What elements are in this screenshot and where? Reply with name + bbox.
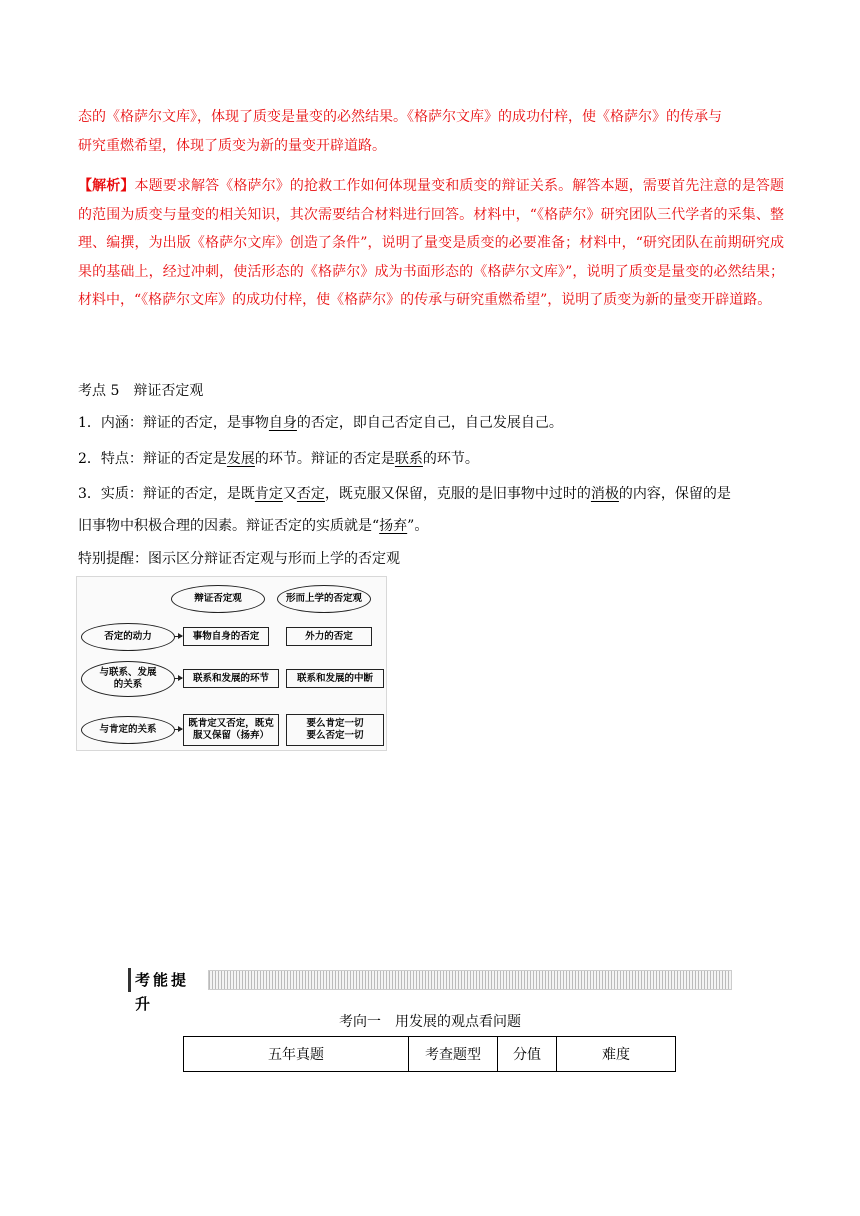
point-3-underline-1: 肯定 bbox=[254, 486, 283, 502]
diagram-row-1-arrow bbox=[174, 636, 182, 637]
diagram-row-1-right: 外力的否定 bbox=[286, 627, 372, 646]
diagram-row-3-arrow bbox=[174, 729, 182, 730]
diagram-row-3-right bbox=[286, 714, 384, 746]
point-3-line-1 bbox=[78, 484, 731, 504]
point-2-underline-2: 联系 bbox=[394, 451, 423, 467]
diagram-row-1-left: 事物自身的否定 bbox=[183, 627, 269, 646]
answer-line-1: 态的《格萨尔文库》，体现了质变是量变的必然结果。《格萨尔文库》的成功付梓，使《格萨尔》的传承与 bbox=[78, 109, 722, 125]
point-3-text-a: 3．实质：辩证的否定，是既 bbox=[78, 486, 255, 502]
table-header-cell: 难度 bbox=[557, 1037, 676, 1072]
comparison-diagram bbox=[76, 576, 387, 751]
answer-line-2: 研究重燃希望，体现了质变为新的量变开辟道路。 bbox=[78, 137, 386, 154]
diagram-row-2-arrow bbox=[174, 678, 182, 679]
point-2-text-b: 的环节。辩证的否定是 bbox=[254, 451, 395, 467]
table-header-cell: 考查题型 bbox=[409, 1037, 498, 1072]
point-3-underline-2: 否定 bbox=[296, 486, 325, 502]
section-banner bbox=[128, 968, 732, 1013]
analysis-label: 【解析】 bbox=[78, 178, 135, 194]
table-header-row bbox=[184, 1037, 676, 1072]
point-1-underline: 自身 bbox=[268, 415, 297, 431]
diagram-row-2-right: 联系和发展的中断 bbox=[286, 669, 384, 688]
diagram-row-2-left: 联系和发展的环节 bbox=[183, 669, 279, 688]
diagram-row-1-label: 否定的动力 bbox=[81, 623, 175, 651]
point-3-text-b: 又 bbox=[282, 486, 297, 502]
point-2-text-a: 2．特点：辩证的否定是 bbox=[78, 451, 227, 467]
point-3-underline-3: 消极 bbox=[590, 486, 619, 502]
point-3-text-e: 旧事物中积极合理的因素。辩证否定的实质就是“ bbox=[78, 518, 380, 534]
diagram-row-3-left-text: 既肯定又否定，既克服又保留（扬弃） bbox=[188, 718, 274, 741]
point-2-text-c: 的环节。 bbox=[422, 451, 479, 467]
exam-table bbox=[183, 1036, 676, 1072]
diagram-row-3-label: 与肯定的关系 bbox=[81, 716, 175, 744]
diagram-row-3-right-text: 要么肯定一切要么否定一切 bbox=[306, 718, 364, 741]
point-1 bbox=[78, 413, 563, 433]
point-2-underline-1: 发展 bbox=[226, 451, 255, 467]
table-header-cell: 分值 bbox=[498, 1037, 557, 1072]
diagram-row-2-label-text: 与联系、发展的关系 bbox=[99, 667, 157, 690]
diagram-head-left: 辩证否定观 bbox=[171, 585, 265, 613]
point-3-text-c: ，既克服又保留，克服的是旧事物中过时的 bbox=[324, 486, 591, 502]
point-3-text-f: ”。 bbox=[407, 518, 429, 534]
table-header-cell: 五年真题 bbox=[184, 1037, 409, 1072]
diagram-head-right: 形而上学的否定观 bbox=[277, 585, 371, 613]
kaodian-title: 考点 5 辩证否定观 bbox=[78, 383, 204, 399]
point-3-text-d: 的内容，保留的是 bbox=[618, 486, 731, 502]
point-1-text-a: 1．内涵：辩证的否定，是事物 bbox=[78, 415, 269, 431]
point-3-underline-4: 扬弃 bbox=[379, 518, 408, 534]
point-1-text-b: 的否定，即自己否定自己，自己发展自己。 bbox=[296, 415, 563, 431]
special-tip: 特别提醒：图示区分辩证否定观与形而上学的否定观 bbox=[78, 551, 400, 567]
answer-continuation bbox=[78, 103, 784, 160]
point-2 bbox=[78, 449, 479, 469]
point-3-line-2 bbox=[78, 516, 428, 536]
diagram-row-2-label bbox=[81, 661, 175, 697]
kaoxiang-title: 考向一 用发展的观点看问题 bbox=[339, 1014, 521, 1030]
analysis-text: 本题要求解答《格萨尔》的抢救工作如何体现量变和质变的辩证关系。解答本题，需要首先注意的是答题的范围为质变与量变的相关知识，其次需要结合材料进行回答。材料中，“《格萨尔》研究团队三代学者的采集、整理、编撰，为出版《格萨尔文库》创造了条件”，说明了量变是质变的必要准备；材料中，“研究团队在前期研究成果的基础上，经过冲刺，使活形态的《格萨尔》成为书面形态的《格萨尔文库》”，说明了质变是量变的必然结果；材料中，“《格萨尔文库》的成功付梓，使《格萨尔》的传承与研究重燃希望”，说明了质变为新的量变开辟道路。 bbox=[78, 178, 785, 308]
diagram-row-3-left bbox=[183, 714, 279, 746]
banner-title: 考能提升 bbox=[128, 968, 206, 992]
banner-stripes bbox=[208, 970, 732, 990]
analysis-paragraph bbox=[78, 172, 784, 315]
